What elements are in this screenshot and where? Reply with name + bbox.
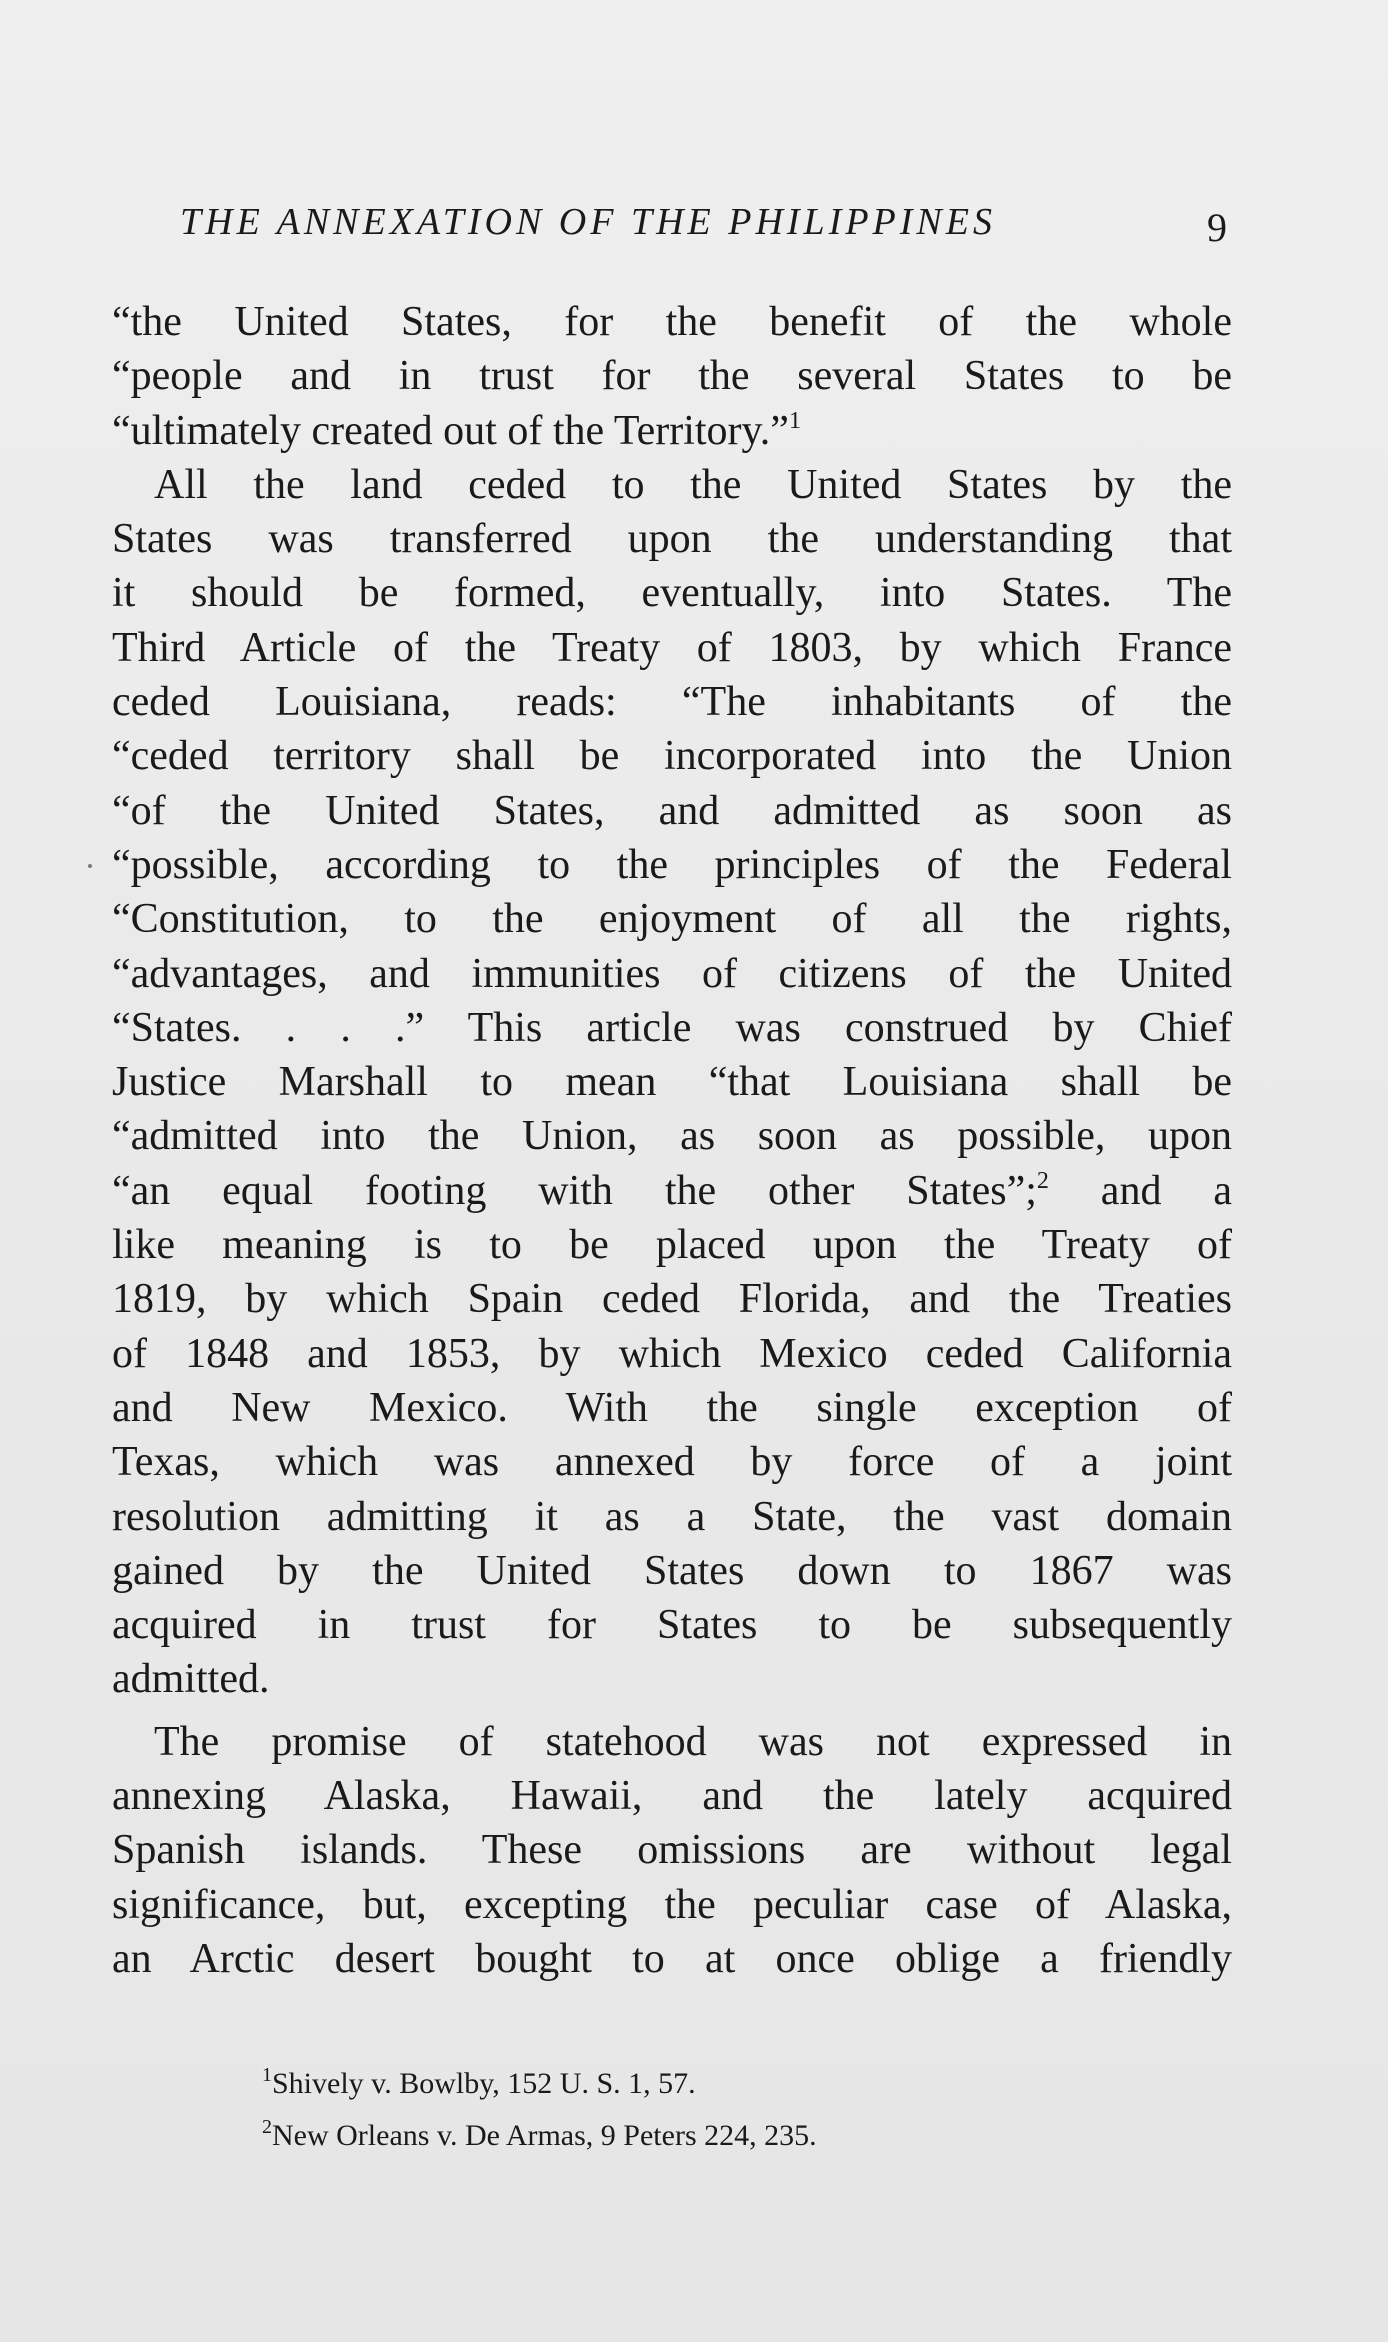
text-line: acquired in trust for States to be subsequently (112, 1602, 1232, 1649)
text-line: States was transferred upon the understanding that (112, 516, 1232, 563)
text-line: “ceded territory shall be incorporated into the Union (112, 733, 1232, 780)
text-line: of 1848 and 1853, by which Mexico ceded California (112, 1330, 1232, 1377)
footnote-text: New Orleans v. De Armas, 9 Peters 224, 235. (272, 2119, 817, 2152)
footnotes (262, 2058, 1162, 2162)
text-line: “the United States, for the benefit of the whole (112, 299, 1232, 345)
footnote-mark: 1 (262, 2064, 272, 2086)
text-line: significance, but, excepting the peculiar case of Alaska, (112, 1881, 1232, 1928)
text-line: “Constitution, to the enjoyment of all the rights, (112, 896, 1232, 943)
text-line: annexing Alaska, Hawaii, and the lately acquired (112, 1773, 1232, 1820)
page-number: 9 (1207, 205, 1227, 250)
text-line: “admitted into the Union, as soon as possible, upon (112, 1113, 1232, 1160)
text-line: and New Mexico. With the single exception of (112, 1384, 1232, 1431)
text-line: ceded Louisiana, reads: “The inhabitants of the (112, 679, 1232, 726)
text-line: admitted. (112, 1656, 270, 1703)
line-text: “an equal footing with the other States”; (112, 1167, 1037, 1214)
text-line: “of the United States, and admitted as soon as (112, 787, 1232, 834)
line-text: “ultimately created out of the Territory.” (112, 407, 789, 454)
footnote-marker: 2 (1036, 1167, 1049, 1194)
print-speck (88, 864, 92, 868)
running-head (112, 200, 1232, 270)
text-line: gained by the United States down to 1867 was (112, 1547, 1232, 1594)
body-text (112, 295, 1232, 1986)
text-line: “advantages, and immunities of citizens of the United (112, 950, 1232, 997)
text-line: “States. . . .” This article was construed by Chief (112, 1004, 1232, 1051)
text-line: an Arctic desert bought to at once oblige a friendly (112, 1935, 1232, 1982)
footnote-text: Shively v. Bowlby, 152 U. S. 1, 57. (272, 2067, 696, 2100)
running-title: THE ANNEXATION OF THE PHILIPPINES (180, 201, 996, 243)
footnote (262, 2058, 1162, 2110)
text-line: it should be formed, eventually, into States. The (112, 570, 1232, 617)
text-line (112, 404, 1232, 458)
footnote (262, 2110, 1162, 2162)
text-line (112, 1164, 1232, 1218)
text-line: resolution admitting it as a State, the vast domain (112, 1493, 1232, 1540)
text-line: like meaning is to be placed upon the Treaty of (112, 1222, 1232, 1269)
line-text: and a (1100, 1167, 1232, 1214)
footnote-marker: 1 (788, 407, 801, 434)
text-line: “possible, according to the principles of the Federal (112, 841, 1232, 888)
text-line: Third Article of the Treaty of 1803, by which France (112, 624, 1232, 671)
text-line: Texas, which was annexed by force of a joint (112, 1439, 1232, 1486)
text-line: The promise of statehood was not expressed in (154, 1718, 1232, 1765)
text-line: “people and in trust for the several States to be (112, 353, 1232, 400)
text-line: 1819, by which Spain ceded Florida, and the Treaties (112, 1276, 1232, 1323)
text-line: Spanish islands. These omissions are without legal (112, 1827, 1232, 1874)
footnote-mark: 2 (262, 2116, 272, 2138)
text-line: Justice Marshall to mean “that Louisiana shall be (112, 1059, 1232, 1106)
text-line: All the land ceded to the United States by the (154, 461, 1232, 508)
